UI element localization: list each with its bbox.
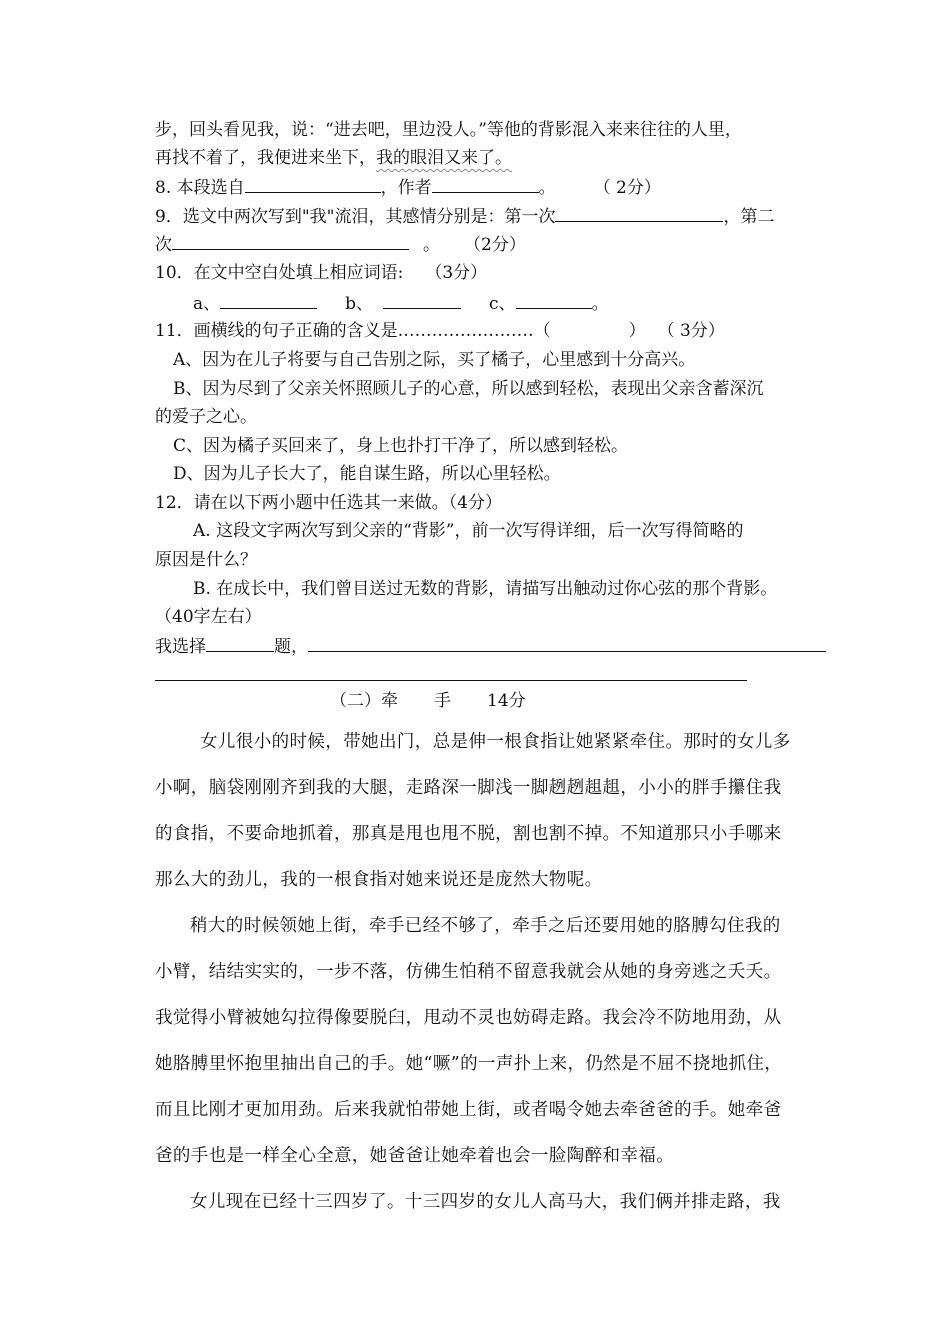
question-12: 12．请在以下两小题中任选其一来做。（4分） <box>155 493 502 513</box>
section-2-title-char-2: 手 <box>434 691 451 711</box>
essay-p2-line-4: 她胳膊里怀抱里抽出自己的手。她“噘”的一声扑上来，仍然是不屈不挠地抓住， <box>155 1054 783 1074</box>
q10-end: 。 <box>591 294 609 314</box>
q9-mid: ，第二 <box>723 207 775 227</box>
section-2-title <box>330 690 526 712</box>
q11-option-d: D、因为儿子长大了，能自谋生路，所以心里轻松。 <box>173 464 561 484</box>
essay-p2-line-1: 稍大的时候领她上街，牵手已经不够了，牵手之后还要用她的胳膊勾住我的 <box>190 916 781 936</box>
q10-a-label: a、 <box>193 294 221 314</box>
q10-b-blank[interactable] <box>383 292 461 309</box>
q11-option-b-line-2: 的爱子之心。 <box>155 407 257 427</box>
q12-choose-mid: 题， <box>274 637 308 657</box>
q11-paren-close: ） <box>628 321 646 341</box>
q8-end: 。 <box>538 178 556 198</box>
q9-line2-end: 。 <box>423 235 440 255</box>
q12-choice-blank[interactable] <box>206 635 274 652</box>
q12-answer-line <box>155 635 826 658</box>
passage-line-2 <box>155 147 512 169</box>
question-11 <box>155 320 725 342</box>
section-2-number: （二） <box>330 691 381 711</box>
essay-p2-line-6: 爸的手也是一样全心全意，她爸爸让她牵着也会一脸陶醉和幸福。 <box>155 1146 675 1166</box>
q8-label: 8. 本段选自 <box>155 178 245 198</box>
passage-line-2-start: 再找不着了，我便进来坐下， <box>155 148 376 168</box>
q12-choose-start: 我选择 <box>155 637 206 657</box>
q10-c-label: c、 <box>489 294 516 314</box>
essay-p1-line-4: 那么大的劲儿，我的一根食指对她来说还是庞然大物呢。 <box>155 870 603 890</box>
question-10-blanks <box>193 292 609 315</box>
essay-p1-line-2: 小啊，脑袋刚刚齐到我的大腿，走路深一脚浅一脚趔趔趄趄，小小的胖手攥住我 <box>155 778 782 798</box>
q9-label: 9．选文中两次写到"我"流泪，其感情分别是：第一次 <box>155 207 556 227</box>
essay-p2-line-3: 我觉得小臂被她勾拉得像要脱臼，甩动不灵也妨碍走路。我会冷不防地用劲，从 <box>155 1008 782 1028</box>
q9-second-blank[interactable] <box>172 233 409 250</box>
q10-a-blank[interactable] <box>220 292 317 309</box>
q11-score: （ 3分） <box>657 321 725 341</box>
q12-option-b-line-2: （40字左右） <box>155 607 262 627</box>
q8-score: （ 2分） <box>593 178 661 198</box>
q9-line2-start: 次 <box>155 235 172 255</box>
q12-option-b-line-1: B. 在成长中，我们曾目送过无数的背影，请描写出触动过你心弦的那个背影。 <box>193 579 778 599</box>
q8-mid: ，作者 <box>380 178 432 198</box>
q10-b-label: b、 <box>345 294 374 314</box>
q10-label: 10．在文中空白处填上相应词语: <box>155 263 404 283</box>
question-9-line-1 <box>155 205 774 228</box>
q10-score: （3分） <box>425 263 488 283</box>
essay-p1-line-1: 女儿很小的时候，带她出门，总是伸一根食指让她紧紧牵住。那时的女儿多 <box>200 732 791 752</box>
q12-option-a-line-1: A. 这段文字两次写到父亲的“背影”，前一次写得详细，后一次写得简略的 <box>193 521 744 541</box>
question-10 <box>155 262 487 284</box>
essay-p3-line-1: 女儿现在已经十三四岁了。十三四岁的女儿人高马大，我们俩并排走路，我 <box>190 1192 781 1212</box>
q9-first-blank[interactable] <box>555 205 723 222</box>
passage-line-1: 步，回头看见我，说：“进去吧，里边没人。”等他的背影混入来来往往的人里， <box>155 120 742 140</box>
q11-label: 11．画横线的句子正确的含义是……………………（ <box>155 321 551 341</box>
essay-p2-line-2: 小臂，结结实实的，一步不落，仿佛生怕稍不留意我就会从她的身旁逃之夭夭。 <box>155 962 782 982</box>
q9-score: （2分） <box>464 235 526 255</box>
q11-option-a: A、因为在儿子将要与自己告别之际，买了橘子，心里感到十分高兴。 <box>173 350 696 370</box>
q10-c-blank[interactable] <box>516 292 592 309</box>
essay-p2-line-5: 而且比刚才更加用劲。后来我就怕带她上街，或者喝令她去牵爸爸的手。她牵爸 <box>155 1100 782 1120</box>
q11-option-c: C、因为橘子买回来了，身上也扑打干净了，所以感到轻松。 <box>173 436 629 456</box>
question-9-line-2 <box>155 233 526 256</box>
section-2-score: 14分 <box>487 691 526 711</box>
q12-option-a-line-2: 原因是什么？ <box>155 550 257 570</box>
q12-answer-blank[interactable] <box>308 635 826 652</box>
q8-author-blank[interactable] <box>432 176 539 193</box>
q8-source-blank[interactable] <box>245 176 381 193</box>
passage-wavy-sentence: 我的眼泪又来了。 <box>376 148 512 168</box>
q11-option-b-line-1: B、因为尽到了父亲关怀照顾儿子的心意，所以感到轻松，表现出父亲含蓄深沉 <box>173 379 764 399</box>
essay-p1-line-3: 的食指，不要命地抓着，那真是甩也甩不脱，割也割不掉。不知道那只小手哪来 <box>155 824 782 844</box>
q12-answer-line-2[interactable] <box>155 680 747 681</box>
question-8 <box>155 176 661 199</box>
section-2-title-char-1: 牵 <box>381 691 398 711</box>
